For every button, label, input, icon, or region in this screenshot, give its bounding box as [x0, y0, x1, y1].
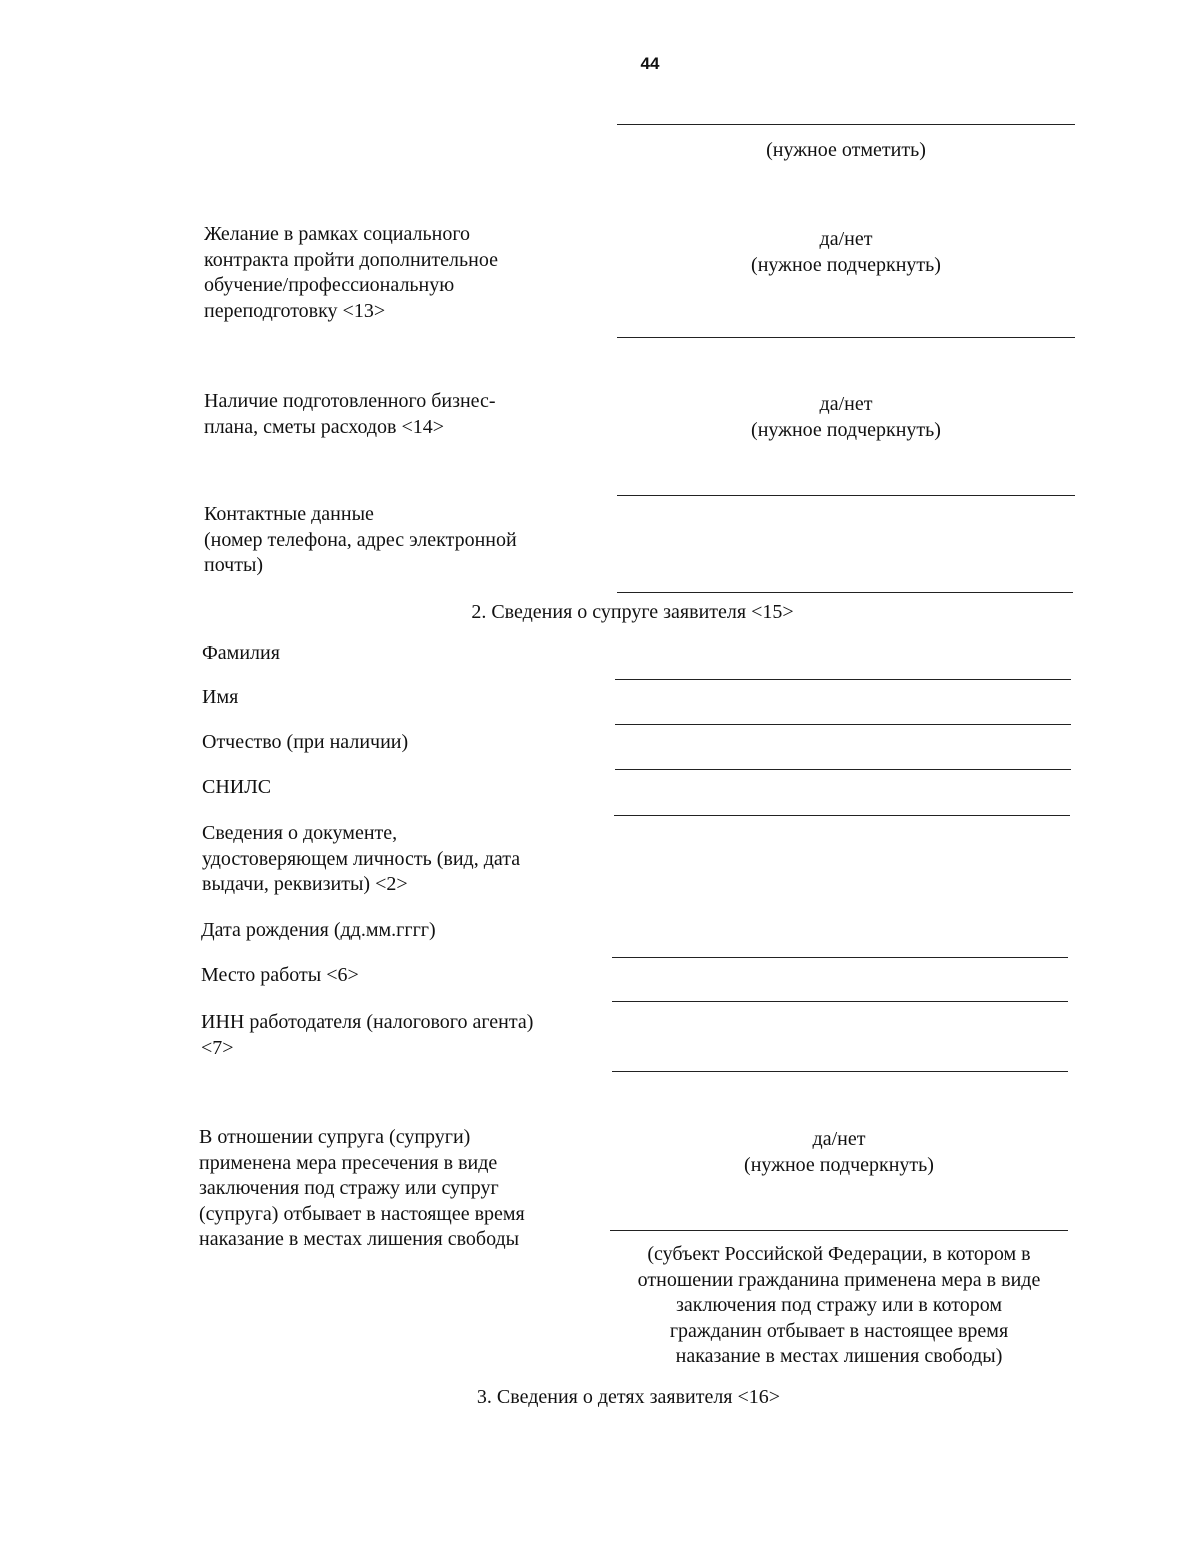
mark-field-line[interactable]	[617, 124, 1075, 125]
spouse-birth-date-field[interactable]	[612, 957, 1068, 958]
business-plan-field-line[interactable]	[617, 495, 1075, 496]
spouse-name-field[interactable]	[615, 724, 1071, 725]
spouse-detention-region-field[interactable]	[610, 1230, 1068, 1231]
spouse-workplace-field[interactable]	[612, 1001, 1068, 1002]
spouse-patronymic-field[interactable]	[615, 769, 1071, 770]
retraining-hint: (нужное подчеркнуть)	[751, 254, 941, 276]
retraining-label: Желание в рамках социального контракта пройти дополнительное обучение/профессиональную переподготовку <13>	[204, 223, 498, 322]
spouse-detention-region-hint: (субъект Российской Федерации, в котором в отношении гражданина применена мера в виде заключения под стражу или в котором гражданин отбывает в настоящее время наказание в местах лишения свободы)	[637, 1243, 1041, 1367]
page-number: 44	[640, 54, 660, 73]
spouse-workplace-label: Место работы <6>	[201, 964, 359, 986]
business-plan-hint: (нужное подчеркнуть)	[751, 419, 941, 441]
spouse-employer-inn-label: ИНН работодателя (налогового агента) <7>	[201, 1011, 534, 1059]
spouse-birth-date-label: Дата рождения (дд.мм.гггг)	[201, 919, 436, 941]
contacts-field-line[interactable]	[617, 592, 1073, 593]
spouse-detention-label: В отношении супруга (супруги) применена мера пресечения в виде заключения под стражу или супруг (супруга) отбывает в настоящее время наказание в местах лишения свободы	[199, 1126, 525, 1250]
business-plan-choice[interactable]: да/нет	[819, 393, 873, 415]
section2-title: 2. Сведения о супруге заявителя <15>	[471, 601, 794, 623]
business-plan-label: Наличие подготовленного бизнес- плана, сметы расходов <14>	[204, 390, 496, 438]
retraining-choice[interactable]: да/нет	[819, 228, 873, 250]
spouse-snils-field[interactable]	[614, 815, 1070, 816]
spouse-detention-choice[interactable]: да/нет	[812, 1128, 866, 1150]
mark-hint: (нужное отметить)	[766, 139, 926, 161]
retraining-field-line[interactable]	[617, 337, 1075, 338]
spouse-employer-inn-field[interactable]	[612, 1071, 1068, 1072]
section3-title: 3. Сведения о детях заявителя <16>	[476, 1386, 781, 1408]
spouse-surname-label: Фамилия	[202, 642, 280, 664]
spouse-surname-field[interactable]	[615, 679, 1071, 680]
spouse-name-label: Имя	[202, 686, 239, 708]
spouse-id-doc-label: Сведения о документе, удостоверяющем личность (вид, дата выдачи, реквизиты) <2>	[202, 822, 521, 895]
contacts-label: Контактные данные (номер телефона, адрес электронной почты)	[204, 503, 517, 576]
spouse-detention-hint: (нужное подчеркнуть)	[744, 1154, 934, 1176]
spouse-patronymic-label: Отчество (при наличии)	[202, 731, 409, 753]
spouse-snils-label: СНИЛС	[202, 776, 272, 798]
